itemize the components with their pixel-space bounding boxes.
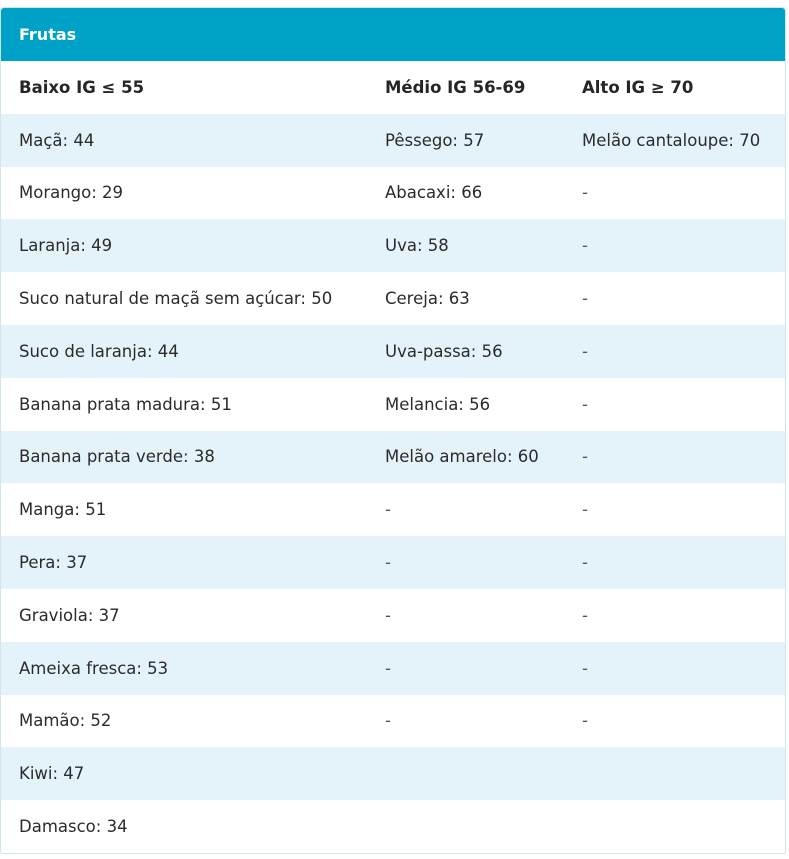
- cell-high: -: [564, 431, 785, 484]
- cell-low: Damasco: 34: [1, 800, 367, 853]
- cell-low: Mamão: 52: [1, 695, 367, 748]
- cell-medium: [367, 800, 564, 853]
- cell-high: [564, 800, 785, 853]
- cell-high: -: [564, 589, 785, 642]
- cell-low: Morango: 29: [1, 167, 367, 220]
- cell-medium: -: [367, 483, 564, 536]
- cell-medium: [367, 747, 564, 800]
- cell-high: -: [564, 167, 785, 220]
- cell-medium: -: [367, 642, 564, 695]
- header-low-gi: Baixo IG ≤ 55: [1, 61, 367, 114]
- header-medium-gi: Médio IG 56-69: [367, 61, 564, 114]
- cell-medium: Pêssego: 57: [367, 114, 564, 167]
- cell-medium: -: [367, 589, 564, 642]
- table-row: [1, 536, 785, 589]
- cell-high: -: [564, 378, 785, 431]
- table-row: [1, 589, 785, 642]
- cell-medium: Uva: 58: [367, 219, 564, 272]
- table-row: [1, 325, 785, 378]
- cell-medium: Melancia: 56: [367, 378, 564, 431]
- table-row: [1, 219, 785, 272]
- table-row: [1, 167, 785, 220]
- cell-low: Laranja: 49: [1, 219, 367, 272]
- cell-low: Suco de laranja: 44: [1, 325, 367, 378]
- cell-high: -: [564, 272, 785, 325]
- cell-medium: -: [367, 695, 564, 748]
- cell-high: [564, 747, 785, 800]
- cell-high: Melão cantaloupe: 70: [564, 114, 785, 167]
- cell-low: Maçã: 44: [1, 114, 367, 167]
- table-row: [1, 642, 785, 695]
- cell-high: -: [564, 219, 785, 272]
- cell-low: Kiwi: 47: [1, 747, 367, 800]
- header-row: [1, 61, 785, 114]
- cell-high: -: [564, 642, 785, 695]
- cell-high: -: [564, 695, 785, 748]
- cell-high: -: [564, 483, 785, 536]
- table-row: [1, 431, 785, 484]
- table-row: [1, 800, 785, 853]
- glycemic-index-table: [1, 61, 785, 853]
- cell-low: Suco natural de maçã sem açúcar: 50: [1, 272, 367, 325]
- cell-medium: Abacaxi: 66: [367, 167, 564, 220]
- cell-medium: -: [367, 536, 564, 589]
- cell-low: Banana prata verde: 38: [1, 431, 367, 484]
- cell-medium: Uva-passa: 56: [367, 325, 564, 378]
- fruit-glycemic-table: [0, 7, 786, 854]
- table-row: [1, 747, 785, 800]
- cell-high: -: [564, 536, 785, 589]
- cell-medium: Cereja: 63: [367, 272, 564, 325]
- table-row: [1, 483, 785, 536]
- cell-low: Manga: 51: [1, 483, 367, 536]
- cell-high: -: [564, 325, 785, 378]
- table-row: [1, 272, 785, 325]
- cell-low: Graviola: 37: [1, 589, 367, 642]
- header-high-gi: Alto IG ≥ 70: [564, 61, 785, 114]
- cell-low: Pera: 37: [1, 536, 367, 589]
- cell-low: Banana prata madura: 51: [1, 378, 367, 431]
- table-title: Frutas: [1, 8, 785, 61]
- cell-low: Ameixa fresca: 53: [1, 642, 367, 695]
- cell-medium: Melão amarelo: 60: [367, 431, 564, 484]
- table-row: [1, 378, 785, 431]
- table-row: [1, 695, 785, 748]
- table-row: [1, 114, 785, 167]
